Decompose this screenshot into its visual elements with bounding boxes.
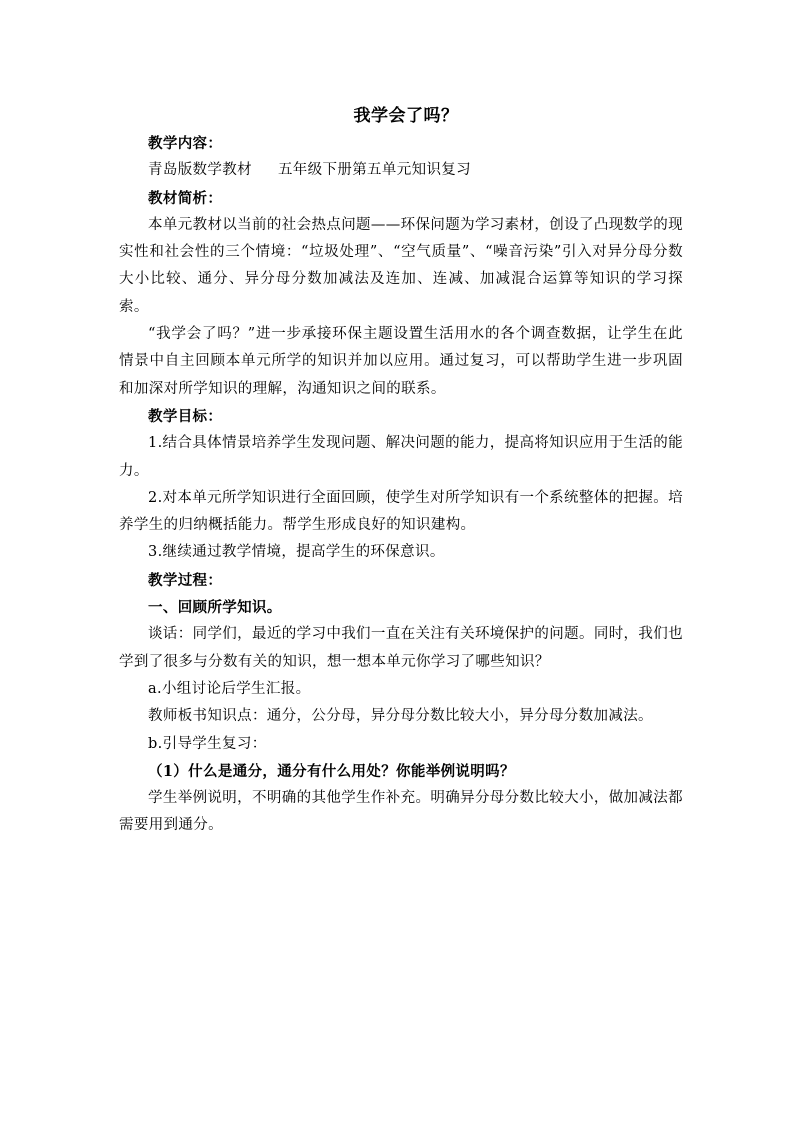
teaching-goal-3: 3.继续通过教学情境，提高学生的环保意识。 <box>148 544 445 561</box>
document-body <box>119 102 683 840</box>
teaching-content-heading: 教学内容： <box>148 135 223 152</box>
teaching-process-heading: 教学过程： <box>148 571 223 589</box>
teaching-goal-1: 1.结合具体情景培养学生发现问题、解决问题的能力，提高将知识应用于生活的能力。 <box>119 435 683 479</box>
teaching-goals-heading: 教学目标： <box>148 407 223 425</box>
teaching-goal-2: 2.对本单元所学知识进行全面回顾，使学生对所学知识有一个系统整体的把握。培养学生的归纳概括能力。帮学生形成良好的知识建构。 <box>119 489 683 534</box>
talk-paragraph: 谈话：同学们，最近的学习中我们一直在关注有关环境保护的问题。同时，我们也学到了很多与分数有关的知识，想一想本单元你学习了哪些知识？ <box>119 626 683 670</box>
teaching-content-unit: 五年级下册第五单元知识复习 <box>277 162 472 179</box>
teaching-content-line <box>119 157 683 184</box>
teacher-board-notes: 教师板书知识点：通分，公分母，异分母分数比较大小，异分母分数加减法。 <box>148 708 653 725</box>
student-example-paragraph: 学生举例说明，不明确的其他学生作补充。明确异分母分数比较大小，做加减法都需要用到通分。 <box>119 790 683 834</box>
step-a: a.小组讨论后学生汇报。 <box>148 680 311 697</box>
material-analysis-paragraph-1: 本单元教材以当前的社会热点问题——环保问题为学习素材，创设了凸现数学的现实性和社会性的三个情境：“垃圾处理”、“空气质量”、“噪音污染”引入对异分母分数大小比较、通分、异分母分数加减法及连加、连减、加减混合运算等知识的学习探索。 <box>119 216 683 315</box>
step-b: b.引导学生复习： <box>148 735 267 752</box>
material-analysis-heading: 教材简析： <box>148 189 223 207</box>
material-analysis-paragraph-2: “我学会了吗？”进一步承接环保主题设置生活用水的各个调查数据，让学生在此情景中自主回顾本单元所学的知识并加以应用。通过复习，可以帮助学生进一步巩固和加深对所学知识的理解，沟通知识之间的联系。 <box>119 326 683 397</box>
document-title: 我学会了吗？ <box>353 106 459 126</box>
question-1: （1）什么是通分，通分有什么用处？你能举例说明吗？ <box>148 762 515 780</box>
teaching-content-textbook: 青岛版数学教材 <box>148 162 252 179</box>
section-1-heading: 一、回顾所学知识。 <box>148 599 282 617</box>
